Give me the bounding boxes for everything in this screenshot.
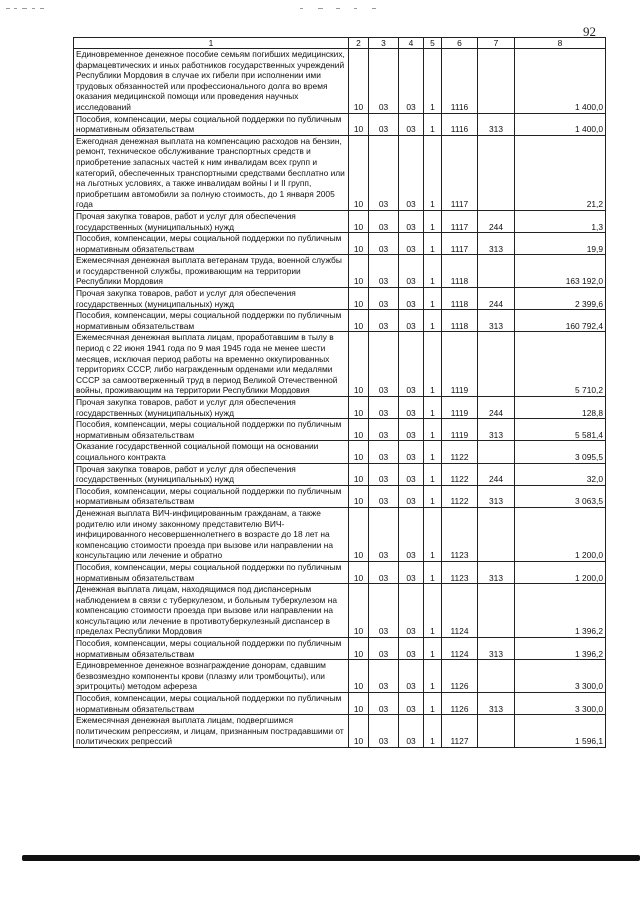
item-name-cell: Пособия, компенсации, меры социальной поддержки по публичным нормативным обязательствам (74, 419, 349, 441)
expense-type-code-cell (478, 441, 515, 463)
amount-cell: 21,2 (515, 135, 606, 210)
item-name-cell: Ежемесячная денежная выплата лицам, проработавшим в тылу в период с 22 июня 1941 года по 9 мая 1945 года не менее шести месяцев, исключая период работы на временно оккупированных территориях СССР, либо награжденным орденами или медалями СССР за самоотверженный труд в период Великой Отечественной войны, проживающим на территории Республики Мордовия (74, 332, 349, 397)
expense-type-code-cell: 313 (478, 310, 515, 332)
subprogram-code-cell: 1 (424, 485, 442, 507)
subprogram-code-cell: 1 (424, 310, 442, 332)
expense-type-code-cell (478, 507, 515, 561)
subsection-code-cell: 03 (369, 441, 399, 463)
section-code-cell: 10 (349, 310, 369, 332)
program-code-cell: 03 (399, 485, 424, 507)
header-cell: 1 (74, 38, 349, 49)
item-name-cell: Пособия, компенсации, меры социальной поддержки по публичным нормативным обязательствам (74, 485, 349, 507)
target-code-cell: 1119 (442, 397, 478, 419)
program-code-cell: 03 (399, 441, 424, 463)
target-code-cell: 1119 (442, 332, 478, 397)
subprogram-code-cell: 1 (424, 233, 442, 255)
item-name-cell: Пособия, компенсации, меры социальной поддержки по публичным нормативным обязательствам (74, 693, 349, 715)
target-code-cell: 1126 (442, 660, 478, 693)
item-name-cell: Единовременное денежное пособие семьям погибших медицинских, фармацевтических и иных работников государственных учреждений Республики Мордовия в случае их гибели при исполнении ими трудовых обязанностей или профессионального долга во время оказания медицинской помощи или проведения научных исследований (74, 49, 349, 114)
target-code-cell: 1127 (442, 715, 478, 748)
table-row (74, 113, 606, 135)
subprogram-code-cell: 1 (424, 715, 442, 748)
amount-cell: 5 581,4 (515, 419, 606, 441)
program-code-cell: 03 (399, 255, 424, 288)
item-name-cell: Ежемесячная денежная выплата ветеранам труда, военной службы и государственной службы, проживающим на территории Республики Мордовия (74, 255, 349, 288)
target-code-cell: 1122 (442, 485, 478, 507)
expense-type-code-cell (478, 49, 515, 114)
program-code-cell: 03 (399, 49, 424, 114)
target-code-cell: 1124 (442, 584, 478, 638)
section-code-cell: 10 (349, 233, 369, 255)
header-cell: 4 (399, 38, 424, 49)
program-code-cell: 03 (399, 397, 424, 419)
target-code-cell: 1119 (442, 419, 478, 441)
program-code-cell: 03 (399, 113, 424, 135)
section-code-cell: 10 (349, 693, 369, 715)
table-row (74, 441, 606, 463)
subprogram-code-cell: 1 (424, 397, 442, 419)
subsection-code-cell: 03 (369, 485, 399, 507)
item-name-cell: Пособия, компенсации, меры социальной поддержки по публичным нормативным обязательствам (74, 113, 349, 135)
amount-cell: 1 396,2 (515, 638, 606, 660)
subprogram-code-cell: 1 (424, 419, 442, 441)
subprogram-code-cell: 1 (424, 507, 442, 561)
target-code-cell: 1117 (442, 210, 478, 232)
expense-type-code-cell: 244 (478, 210, 515, 232)
item-name-cell: Ежегодная денежная выплата на компенсацию расходов на бензин, ремонт, техническое обслуживание транспортных средств и приобретение запасных частей к ним инвалидам всех групп и категорий, обеспеченных транспортными средствами бесплатно или на льготных условиях, а также инвалидам войны I и II групп, приобретшим автомобили за полную стоимость, до 1 января 2005 года (74, 135, 349, 210)
table-row (74, 233, 606, 255)
amount-cell: 3 063,5 (515, 485, 606, 507)
budget-table (73, 37, 606, 748)
table-row (74, 584, 606, 638)
target-code-cell: 1116 (442, 113, 478, 135)
table-row (74, 419, 606, 441)
program-code-cell: 03 (399, 419, 424, 441)
subprogram-code-cell: 1 (424, 561, 442, 583)
table-row (74, 660, 606, 693)
subprogram-code-cell: 1 (424, 693, 442, 715)
target-code-cell: 1118 (442, 310, 478, 332)
table-row (74, 693, 606, 715)
section-code-cell: 10 (349, 463, 369, 485)
expense-type-code-cell: 244 (478, 397, 515, 419)
program-code-cell: 03 (399, 463, 424, 485)
subsection-code-cell: 03 (369, 419, 399, 441)
section-code-cell: 10 (349, 210, 369, 232)
amount-cell: 1 400,0 (515, 49, 606, 114)
expense-type-code-cell: 313 (478, 485, 515, 507)
target-code-cell: 1118 (442, 255, 478, 288)
expense-type-code-cell (478, 660, 515, 693)
target-code-cell: 1126 (442, 693, 478, 715)
page-number: 92 (583, 24, 596, 39)
expense-type-code-cell: 244 (478, 288, 515, 310)
program-code-cell: 03 (399, 135, 424, 210)
subsection-code-cell: 03 (369, 135, 399, 210)
expense-type-code-cell: 244 (478, 463, 515, 485)
target-code-cell: 1116 (442, 49, 478, 114)
subsection-code-cell: 03 (369, 49, 399, 114)
table-row (74, 715, 606, 748)
expense-type-code-cell: 313 (478, 233, 515, 255)
amount-cell: 128,8 (515, 397, 606, 419)
section-code-cell: 10 (349, 507, 369, 561)
item-name-cell: Пособия, компенсации, меры социальной поддержки по публичным нормативным обязательствам (74, 310, 349, 332)
program-code-cell: 03 (399, 584, 424, 638)
amount-cell: 1,3 (515, 210, 606, 232)
subprogram-code-cell: 1 (424, 255, 442, 288)
amount-cell: 1 400,0 (515, 113, 606, 135)
target-code-cell: 1117 (442, 135, 478, 210)
target-code-cell: 1123 (442, 561, 478, 583)
program-code-cell: 03 (399, 332, 424, 397)
section-code-cell: 10 (349, 485, 369, 507)
program-code-cell: 03 (399, 638, 424, 660)
amount-cell: 3 300,0 (515, 693, 606, 715)
program-code-cell: 03 (399, 288, 424, 310)
expense-type-code-cell: 313 (478, 638, 515, 660)
table-row (74, 485, 606, 507)
target-code-cell: 1117 (442, 233, 478, 255)
subsection-code-cell: 03 (369, 693, 399, 715)
subprogram-code-cell: 1 (424, 638, 442, 660)
item-name-cell: Прочая закупка товаров, работ и услуг для обеспечения государственных (муниципальных) нужд (74, 397, 349, 419)
item-name-cell: Единовременное денежное вознаграждение донорам, сдавшим безвозмездно компоненты крови (плазму или тромбоциты), или эритроциты) методом афереза (74, 660, 349, 693)
section-code-cell: 10 (349, 584, 369, 638)
subsection-code-cell: 03 (369, 715, 399, 748)
program-code-cell: 03 (399, 310, 424, 332)
amount-cell: 3 095,5 (515, 441, 606, 463)
table-row (74, 507, 606, 561)
program-code-cell: 03 (399, 715, 424, 748)
section-code-cell: 10 (349, 419, 369, 441)
program-code-cell: 03 (399, 660, 424, 693)
header-cell: 3 (369, 38, 399, 49)
program-code-cell: 03 (399, 210, 424, 232)
table-row (74, 561, 606, 583)
amount-cell: 2 399,6 (515, 288, 606, 310)
subsection-code-cell: 03 (369, 660, 399, 693)
amount-cell: 1 596,1 (515, 715, 606, 748)
section-code-cell: 10 (349, 135, 369, 210)
section-code-cell: 10 (349, 561, 369, 583)
item-name-cell: Прочая закупка товаров, работ и услуг для обеспечения государственных (муниципальных) нужд (74, 463, 349, 485)
subsection-code-cell: 03 (369, 210, 399, 232)
expense-type-code-cell (478, 715, 515, 748)
subsection-code-cell: 03 (369, 507, 399, 561)
expense-type-code-cell: 313 (478, 561, 515, 583)
target-code-cell: 1124 (442, 638, 478, 660)
item-name-cell: Пособия, компенсации, меры социальной поддержки по публичным нормативным обязательствам (74, 233, 349, 255)
item-name-cell: Ежемесячная денежная выплата лицам, подвергшимся политическим репрессиям, и лицам, признанным пострадавшими от политических репрессий (74, 715, 349, 748)
table-row (74, 332, 606, 397)
target-code-cell: 1122 (442, 441, 478, 463)
subsection-code-cell: 03 (369, 288, 399, 310)
item-name-cell: Прочая закупка товаров, работ и услуг для обеспечения государственных (муниципальных) нужд (74, 210, 349, 232)
table-row (74, 288, 606, 310)
subprogram-code-cell: 1 (424, 49, 442, 114)
table-row (74, 638, 606, 660)
subprogram-code-cell: 1 (424, 210, 442, 232)
amount-cell: 1 396,2 (515, 584, 606, 638)
table-row (74, 463, 606, 485)
header-cell: 2 (349, 38, 369, 49)
expense-type-code-cell (478, 255, 515, 288)
subsection-code-cell: 03 (369, 561, 399, 583)
header-cell: 5 (424, 38, 442, 49)
header-row (74, 38, 606, 49)
section-code-cell: 10 (349, 255, 369, 288)
subsection-code-cell: 03 (369, 638, 399, 660)
subprogram-code-cell: 1 (424, 332, 442, 397)
program-code-cell: 03 (399, 507, 424, 561)
header-cell: 8 (515, 38, 606, 49)
subprogram-code-cell: 1 (424, 288, 442, 310)
subprogram-code-cell: 1 (424, 441, 442, 463)
subsection-code-cell: 03 (369, 113, 399, 135)
scan-bottom-bar (22, 855, 640, 861)
subprogram-code-cell: 1 (424, 463, 442, 485)
amount-cell: 1 200,0 (515, 561, 606, 583)
table-row (74, 255, 606, 288)
expense-type-code-cell: 313 (478, 693, 515, 715)
table-row (74, 397, 606, 419)
subprogram-code-cell: 1 (424, 660, 442, 693)
amount-cell: 160 792,4 (515, 310, 606, 332)
amount-cell: 3 300,0 (515, 660, 606, 693)
program-code-cell: 03 (399, 561, 424, 583)
expense-type-code-cell: 313 (478, 113, 515, 135)
header-cell: 7 (478, 38, 515, 49)
subsection-code-cell: 03 (369, 463, 399, 485)
item-name-cell: Денежная выплата ВИЧ-инфицированным гражданам, а также родителю или иному законному представителю ВИЧ-инфицированного несовершеннолетнего в возрасте до 18 лет на компенсацию стоимости проезда при вызове или направлении на консультацию или лечение и обратно (74, 507, 349, 561)
target-code-cell: 1123 (442, 507, 478, 561)
subprogram-code-cell: 1 (424, 584, 442, 638)
program-code-cell: 03 (399, 233, 424, 255)
amount-cell: 163 192,0 (515, 255, 606, 288)
section-code-cell: 10 (349, 397, 369, 419)
subsection-code-cell: 03 (369, 255, 399, 288)
item-name-cell: Пособия, компенсации, меры социальной поддержки по публичным нормативным обязательствам (74, 638, 349, 660)
table-row (74, 49, 606, 114)
program-code-cell: 03 (399, 693, 424, 715)
expense-type-code-cell (478, 584, 515, 638)
section-code-cell: 10 (349, 49, 369, 114)
subprogram-code-cell: 1 (424, 113, 442, 135)
expense-type-code-cell: 313 (478, 419, 515, 441)
amount-cell: 32,0 (515, 463, 606, 485)
section-code-cell: 10 (349, 288, 369, 310)
table-row (74, 210, 606, 232)
header-cell: 6 (442, 38, 478, 49)
item-name-cell: Денежная выплата лицам, находящимся под диспансерным наблюдением в связи с туберкулезом, и больным туберкулезом на компенсацию стоимости проезда при вызове или направлении на консультацию или лечение в противотуберкулезный диспансер в пределах Республики Мордовия (74, 584, 349, 638)
item-name-cell: Пособия, компенсации, меры социальной поддержки по публичным нормативным обязательствам (74, 561, 349, 583)
expense-type-code-cell (478, 135, 515, 210)
section-code-cell: 10 (349, 715, 369, 748)
amount-cell: 5 710,2 (515, 332, 606, 397)
section-code-cell: 10 (349, 332, 369, 397)
amount-cell: 1 200,0 (515, 507, 606, 561)
section-code-cell: 10 (349, 441, 369, 463)
expense-type-code-cell (478, 332, 515, 397)
item-name-cell: Оказание государственной социальной помощи на основании социального контракта (74, 441, 349, 463)
scan-artifact (0, 8, 640, 14)
table-row (74, 135, 606, 210)
subsection-code-cell: 03 (369, 233, 399, 255)
subsection-code-cell: 03 (369, 397, 399, 419)
item-name-cell: Прочая закупка товаров, работ и услуг для обеспечения государственных (муниципальных) нужд (74, 288, 349, 310)
table-row (74, 310, 606, 332)
amount-cell: 19,9 (515, 233, 606, 255)
subsection-code-cell: 03 (369, 310, 399, 332)
subsection-code-cell: 03 (369, 584, 399, 638)
subsection-code-cell: 03 (369, 332, 399, 397)
target-code-cell: 1122 (442, 463, 478, 485)
section-code-cell: 10 (349, 638, 369, 660)
section-code-cell: 10 (349, 113, 369, 135)
target-code-cell: 1118 (442, 288, 478, 310)
section-code-cell: 10 (349, 660, 369, 693)
subprogram-code-cell: 1 (424, 135, 442, 210)
